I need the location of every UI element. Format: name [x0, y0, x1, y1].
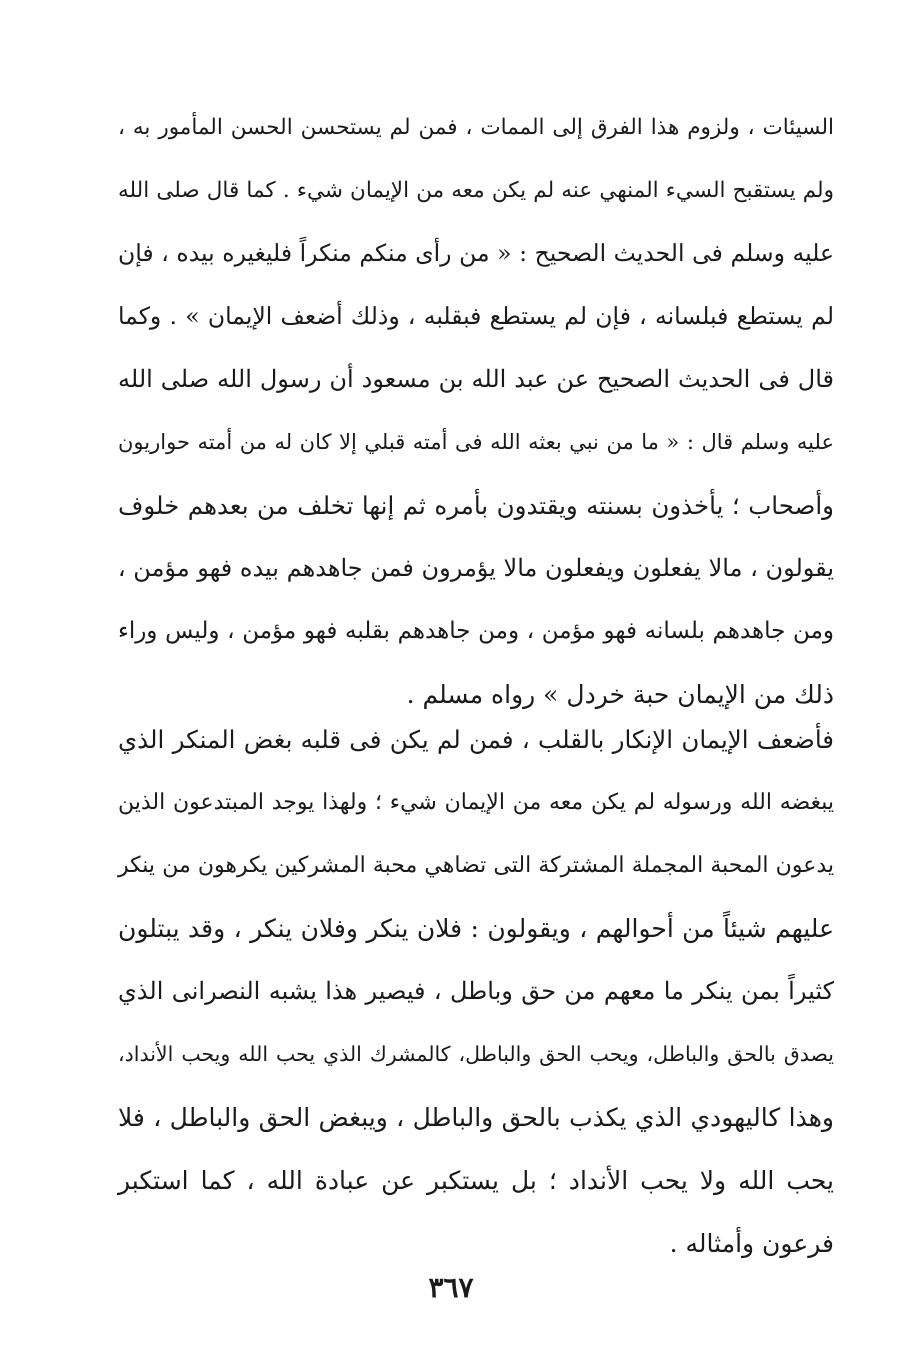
text-line: عليه وسلم قال : « ما من نبي بعثه الله فى أمته قبلي إلا كان له من أمته حواريون: [118, 430, 834, 454]
text-line: ولم يستقبح السيء المنهي عنه لم يكن معه من الإيمان شيء . كما قال صلى الله: [118, 178, 834, 203]
text-line: يدعون المحبة المجملة المشتركة التى تضاهي محبة المشركين يكرهون من ينكر: [118, 853, 834, 878]
text-line: وأصحاب ؛ يأخذون بسنته ويقتدون بأمره ثم إنها تخلف من بعدهم خلوف: [118, 491, 834, 520]
text-line: السيئات ، ولزوم هذا الفرق إلى الممات ، فمن لم يستحسن الحسن المأمور به ،: [118, 115, 834, 140]
text-line: وهذا كاليهودي الذي يكذب بالحق والباطل ، ويبغض الحق والباطل ، فلا: [118, 1103, 834, 1132]
text-line: يبغضه الله ورسوله لم يكن معه من الإيمان شيء ؛ ولهذا يوجد المبتدعون الذين: [118, 790, 834, 815]
text-line: فرعون وأمثاله .: [669, 1229, 834, 1258]
text-line: فأضعف الإيمان الإنكار بالقلب ، فمن لم يكن فى قلبه بغض المنكر الذي: [118, 725, 834, 754]
text-line: كثيراً بمن ينكر ما معهم من حق وباطل ، فيصير هذا يشبه النصرانى الذي: [118, 977, 834, 1005]
text-line: ومن جاهدهم بلسانه فهو مؤمن ، ومن جاهدهم بقلبه فهو مؤمن ، وليس وراء: [118, 618, 834, 644]
paragraph-2: [118, 708, 834, 1275]
page-number: ٣٦٧: [428, 1271, 474, 1304]
text-line: يحب الله ولا يحب الأنداد ؛ بل يستكبر عن عبادة الله ، كما استكبر: [118, 1166, 834, 1195]
text-line: يقولون ، مالا يفعلون ويفعلون مالا يؤمرون فمن جاهدهم بيده فهو مؤمن ،: [117, 554, 834, 582]
text-line: عليه وسلم فى الحديث الصحيح : « من رأى منكم منكراً فليغيره بيده ، فإن: [118, 239, 834, 267]
paragraph-1: [118, 96, 834, 726]
text-line: لم يستطع فبلسانه ، فإن لم يستطع فبقلبه ، وذلك أضعف الإيمان » . وكما: [118, 302, 834, 330]
text-line: عليهم شيئاً من أحوالهم ، ويقولون : فلان ينكر وفلان ينكر ، وقد يبتلون: [118, 914, 834, 943]
text-line: يصدق بالحق والباطل، ويحب الحق والباطل، كالمشرك الذي يحب الله ويحب الأنداد،: [118, 1042, 834, 1066]
text-line: ذلك من الإيمان حبة خردل » رواه مسلم .: [406, 680, 834, 709]
text-line: قال فى الحديث الصحيح عن عبد الله بن مسعود أن رسول الله صلى الله: [118, 365, 835, 393]
